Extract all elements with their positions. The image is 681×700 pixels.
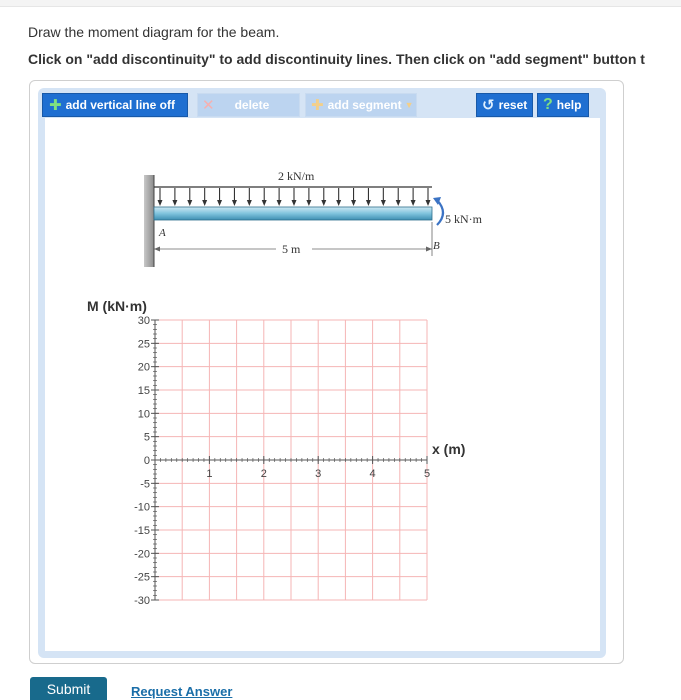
- load-arrowhead: [202, 200, 207, 206]
- x-tick-label: 1: [206, 468, 213, 480]
- help-label: help: [556, 98, 582, 112]
- y-tick-label: 0: [143, 455, 150, 467]
- request-answer-link[interactable]: Request Answer: [131, 684, 233, 699]
- load-arrowhead: [232, 200, 237, 206]
- load-arrowhead: [292, 200, 297, 206]
- add-segment-label: add segment: [327, 98, 402, 112]
- load-arrowhead: [321, 200, 326, 206]
- load-arrowhead: [158, 200, 163, 206]
- y-tick-label: -30: [134, 595, 150, 607]
- y-tick-label: -15: [134, 525, 150, 537]
- y-axis-label: M (kN·m): [87, 298, 147, 314]
- load-arrowhead: [396, 200, 401, 206]
- load-arrowhead: [366, 200, 371, 206]
- end-label-b: B: [433, 240, 440, 252]
- x-tick-label: 5: [423, 468, 431, 480]
- y-tick-label: 15: [137, 385, 150, 397]
- length-label: 5 m: [282, 242, 301, 256]
- plus-icon: ✚: [311, 96, 324, 114]
- distributed-load: [158, 188, 431, 206]
- x-axis-label: x (m): [432, 441, 466, 457]
- delete-label: delete: [234, 98, 270, 112]
- load-arrowhead: [411, 200, 416, 206]
- load-arrowhead: [262, 200, 267, 206]
- load-arrowhead: [426, 200, 431, 206]
- y-tick-label: 10: [137, 408, 150, 421]
- submit-button[interactable]: Submit: [30, 677, 107, 700]
- y-tick-label: -10: [134, 501, 150, 514]
- beam: [154, 207, 432, 220]
- y-tick-label: 30: [137, 315, 150, 327]
- x-tick-label: 4: [369, 468, 376, 480]
- load-arrowhead: [247, 200, 252, 206]
- y-tick-label: -5: [140, 478, 150, 491]
- y-tick-label: 25: [137, 338, 150, 351]
- wall-support: [144, 175, 154, 267]
- plus-icon: ✚: [49, 96, 62, 114]
- add-vertical-line-label: add vertical line off: [65, 98, 175, 112]
- reset-icon: ↺: [482, 96, 495, 114]
- support-label-a: A: [159, 227, 166, 239]
- load-arrowhead: [217, 200, 222, 206]
- help-icon: ?: [543, 96, 553, 113]
- load-arrowhead: [336, 200, 341, 206]
- load-arrowhead: [306, 200, 311, 206]
- instruction-text: Draw the moment diagram for the beam.: [28, 24, 280, 40]
- chevron-down-icon: ▼: [404, 100, 414, 110]
- y-tick-label: -25: [134, 571, 150, 584]
- x-tick-label: 3: [315, 468, 322, 480]
- y-tick-label: 20: [137, 361, 150, 374]
- load-arrowhead: [172, 200, 177, 206]
- load-label: 2 kN/m: [278, 169, 315, 183]
- x-tick-label: 2: [260, 468, 267, 480]
- load-arrowhead: [381, 200, 386, 206]
- load-arrowhead: [277, 200, 282, 206]
- y-tick-label: -20: [134, 548, 150, 561]
- load-arrowhead: [351, 200, 356, 206]
- x-icon: ✕: [202, 96, 215, 114]
- moment-label: 5 kN·m: [445, 212, 482, 226]
- instruction-bold-text: Click on "add discontinuity" to add discontinuity lines. Then click on "add segment" button t: [28, 51, 645, 67]
- y-tick-label: 5: [143, 431, 150, 444]
- reset-label: reset: [498, 98, 528, 112]
- load-arrowhead: [187, 200, 192, 206]
